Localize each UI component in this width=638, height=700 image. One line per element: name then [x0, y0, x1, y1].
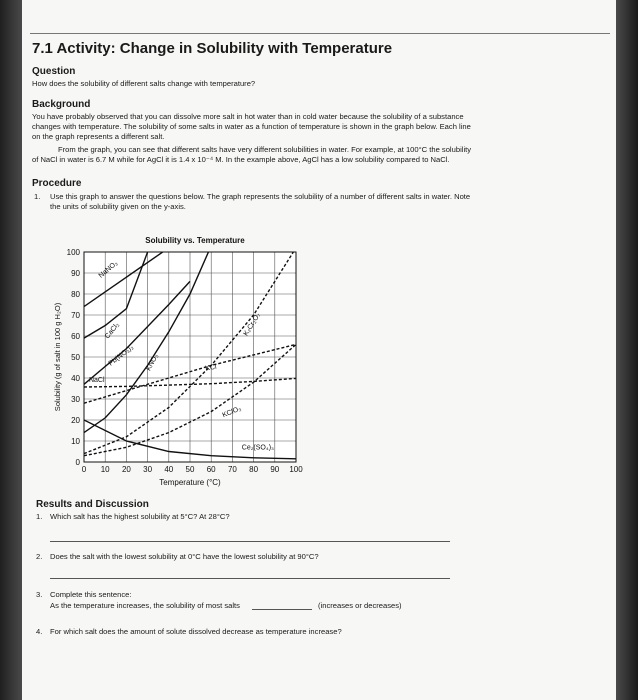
background-heading: Background — [32, 99, 91, 110]
q4-number: 4. — [36, 627, 43, 636]
y-tick-label: 20 — [71, 416, 80, 425]
x-tick-label: 50 — [185, 465, 195, 474]
q1-text: Which salt has the highest solubility at 5°C? At 28°C? — [50, 512, 230, 521]
page-title: 7.1 Activity: Change in Solubility with Temperature — [32, 40, 393, 57]
procedure-line: Use this graph to answer the questions below. The graph represents the solubility of a number of different salts in water. Note — [50, 192, 471, 201]
q2-text: Does the salt with the lowest solubility at 0°C have the lowest solubility at 90°C? — [50, 552, 319, 561]
background-line: on the graph represents a different salt. — [32, 132, 165, 141]
series-label: NaCl — [88, 377, 105, 385]
x-axis-label: Temperature (°C) — [159, 478, 221, 487]
chart-title: Solubility vs. Temperature — [145, 236, 245, 245]
y-axis-label: Solubility (g of salt in 100 g H₂O) — [53, 302, 62, 412]
series-label: CaCl₂ — [104, 321, 121, 341]
procedure-line: the units of solubility given on the y-axis. — [50, 202, 186, 211]
question-text: How does the solubility of different salts change with temperature? — [32, 79, 256, 88]
scan-frame-right — [616, 0, 638, 700]
y-tick-label: 80 — [71, 290, 80, 299]
series-label: Ce₂(SO₄)₃ — [241, 444, 274, 452]
y-tick-label: 40 — [71, 374, 80, 383]
series-label: K₂Cr₂O₇ — [242, 312, 263, 338]
x-tick-label: 30 — [143, 465, 153, 474]
q1-number: 1. — [36, 512, 43, 521]
q3-text: Complete this sentence: — [50, 590, 132, 599]
q1-answer-line[interactable] — [50, 541, 450, 542]
question-heading: Question — [32, 66, 76, 77]
q3-number: 3. — [36, 590, 43, 599]
q3-sentence: As the temperature increases, the solubility of most salts — [50, 601, 240, 610]
solubility-chart — [22, 225, 616, 500]
y-tick-label: 0 — [75, 458, 80, 467]
background-line: You have probably observed that you can dissolve more salt in hot water than in cold water because the solubility of a substance — [32, 112, 464, 121]
y-tick-label: 10 — [71, 437, 80, 446]
top-rule — [30, 33, 610, 34]
q3-answer-blank[interactable] — [252, 609, 312, 610]
procedure-heading: Procedure — [32, 178, 82, 189]
results-heading: Results and Discussion — [36, 499, 149, 510]
y-tick-label: 50 — [71, 353, 80, 362]
series-label: Pb(NO₃)₂ — [107, 344, 135, 368]
x-tick-label: 70 — [227, 465, 237, 474]
procedure-number: 1. — [34, 192, 41, 201]
y-tick-label: 90 — [71, 269, 80, 278]
y-tick-label: 30 — [71, 395, 80, 404]
series-label: KClO₃ — [221, 405, 243, 420]
q3-hint: (increases or decreases) — [318, 601, 402, 610]
series-label: KNO₃ — [145, 352, 160, 373]
background-line: From the graph, you can see that different salts have very different solubilities in water. For example, at 100°C the solubility — [58, 145, 472, 154]
x-tick-label: 40 — [164, 465, 174, 474]
x-tick-label: 10 — [100, 465, 110, 474]
x-tick-label: 60 — [206, 465, 216, 474]
x-tick-label: 80 — [249, 465, 259, 474]
background-line: changes with temperature. The solubility of some salts in water as a function of temperature is shown in the graph below. Each line — [32, 122, 471, 131]
x-tick-label: 0 — [81, 465, 87, 474]
x-tick-label: 100 — [289, 465, 303, 474]
x-tick-label: 90 — [270, 465, 280, 474]
y-tick-label: 100 — [66, 248, 80, 257]
q2-answer-line[interactable] — [50, 578, 450, 579]
q2-number: 2. — [36, 552, 43, 561]
series-label: NaNO₃ — [97, 259, 120, 280]
series-label: KCl — [204, 363, 218, 373]
q4-text: For which salt does the amount of solute dissolved decrease as temperature increase? — [50, 627, 342, 636]
y-tick-label: 70 — [71, 311, 80, 320]
scan-frame-left — [0, 0, 22, 700]
worksheet-page — [22, 0, 616, 700]
background-line: of NaCl in water is 6.7 M while for AgCl it is 1.4 x 10⁻⁴ M. In the example above, AgCl has a low solubility compared to NaCl. — [32, 155, 450, 164]
y-tick-label: 60 — [71, 332, 80, 341]
x-tick-label: 20 — [121, 465, 131, 474]
